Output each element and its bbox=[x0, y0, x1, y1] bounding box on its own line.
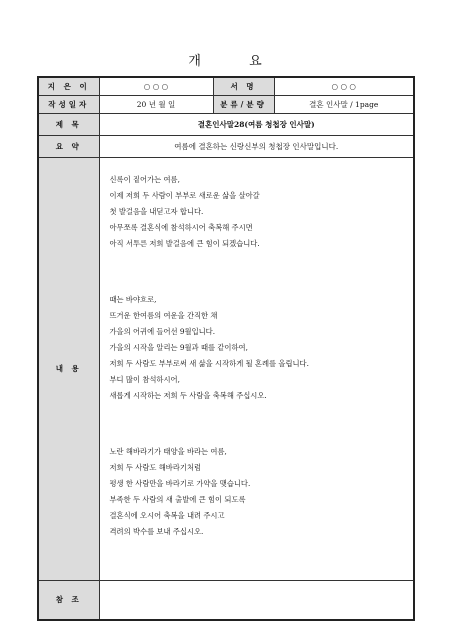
subject-value: 결혼인사말28(여름 청첩장 인사말) bbox=[99, 113, 414, 135]
reference-label: 참 조 bbox=[38, 580, 99, 620]
content-line: 새롭게 시작하는 저희 두 사람을 축복해 주십시오. bbox=[109, 390, 267, 400]
content-line: 격려의 박수를 보내 주십시오. bbox=[109, 526, 204, 536]
content-paragraph bbox=[110, 172, 414, 252]
author-value: ○ ○ ○ bbox=[99, 77, 213, 95]
content-line: 가을의 시작을 알리는 9월과 때를 같이하여, bbox=[109, 342, 248, 352]
content-line: 노란 해바라기가 태양을 바라는 여름, bbox=[109, 446, 227, 456]
category-value: 결혼 인사말 / 1page bbox=[274, 95, 414, 113]
content-line: 저희 두 사람도 부부로써 새 삶을 시작하게 될 혼례를 올립니다. bbox=[109, 358, 309, 368]
author-label: 지 은 이 bbox=[38, 77, 99, 95]
content-line: 저희 두 사람도 해바라기처럼 bbox=[109, 462, 202, 472]
content-line: 부족한 두 사람의 새 출발에 큰 힘이 되도록 bbox=[109, 494, 246, 504]
content-line: 평생 한 사람만을 바라기로 가약을 맺습니다. bbox=[109, 478, 251, 488]
content-line: 뜨거운 한여름의 여운을 간직한 채 bbox=[109, 310, 218, 320]
summary-value: 여름에 결혼하는 신랑신부의 청첩장 인사말입니다. bbox=[99, 135, 414, 157]
reference-value bbox=[99, 580, 414, 620]
date-value: 20 년 월 일 bbox=[99, 95, 213, 113]
content-line: 가을의 어귀에 들어선 9월입니다. bbox=[109, 326, 216, 336]
summary-form-table bbox=[37, 76, 415, 621]
content-line: 때는 바야흐로, bbox=[109, 294, 157, 304]
document-title: 개 요 bbox=[188, 54, 284, 69]
content-line: 부디 많이 참석하시어, bbox=[109, 374, 180, 384]
content-paragraph bbox=[110, 444, 414, 540]
signature-label: 서 명 bbox=[213, 77, 274, 95]
content-label: 내 용 bbox=[38, 157, 99, 580]
subject-label: 제 목 bbox=[38, 113, 99, 135]
category-label: 분류/분량 bbox=[213, 95, 274, 113]
content-paragraph bbox=[110, 292, 414, 404]
date-label: 작성일자 bbox=[38, 95, 99, 113]
summary-label: 요 약 bbox=[38, 135, 99, 157]
content-line: 결혼식에 오시어 축복을 내려 주시고 bbox=[109, 510, 225, 520]
content-line: 아무쪼록 결혼식에 참석하시어 축복해 주시면 bbox=[109, 222, 253, 232]
content-body bbox=[99, 157, 414, 580]
content-line: 첫 발걸음을 내딛고자 합니다. bbox=[109, 206, 204, 216]
content-line: 이제 저희 두 사람이 부부로 새로운 삶을 살아갈 bbox=[109, 190, 260, 200]
signature-value: ○ ○ ○ bbox=[274, 77, 414, 95]
content-line: 아직 서투른 저희 발걸음에 큰 힘이 되겠습니다. bbox=[109, 238, 260, 248]
content-line: 신록이 짙어가는 여름, bbox=[109, 174, 180, 184]
